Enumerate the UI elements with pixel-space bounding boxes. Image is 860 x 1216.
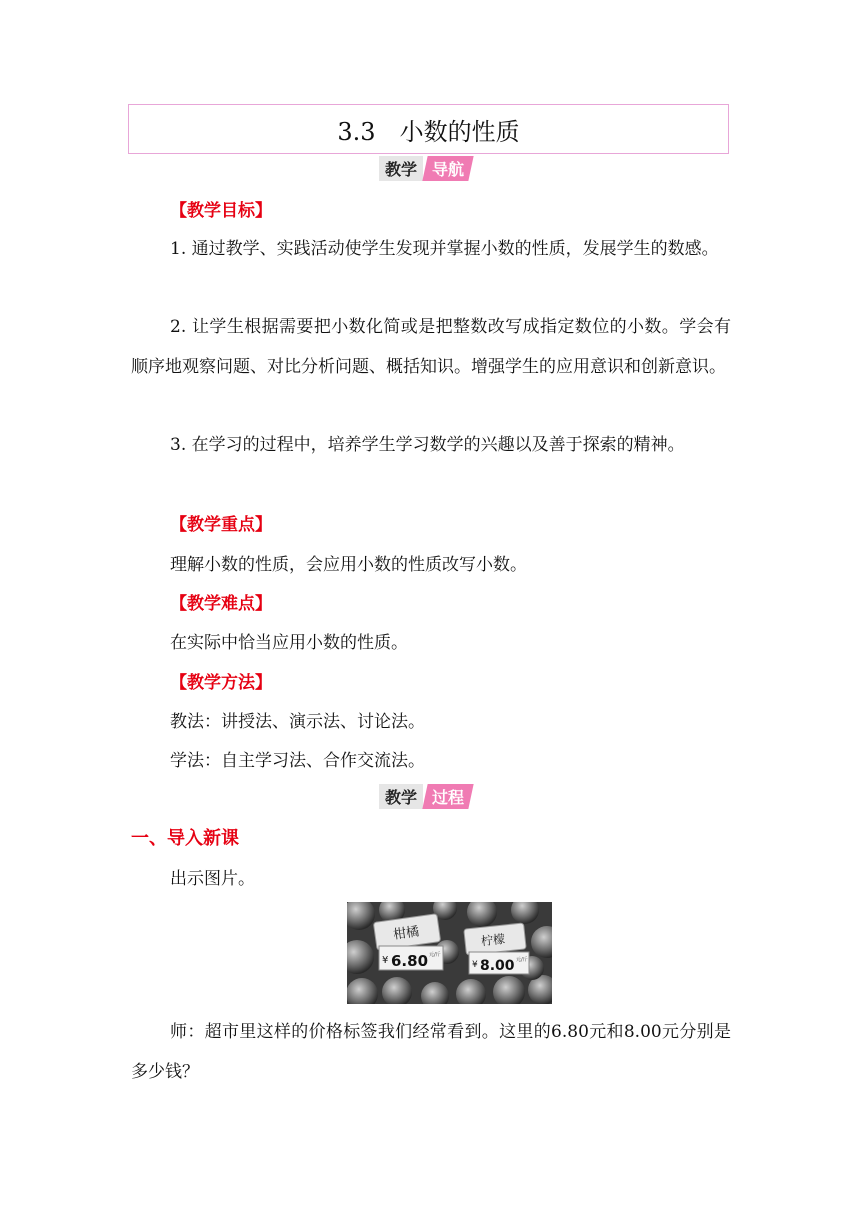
badge-left-text: 教学 bbox=[379, 156, 423, 181]
price-tags-photo bbox=[347, 902, 552, 1004]
badge-right-text: 导航 bbox=[432, 160, 465, 179]
badge-right-tag bbox=[422, 156, 473, 181]
page-title: 3.3 小数的性质 bbox=[128, 104, 729, 154]
sign-2-price: 8.00 bbox=[480, 958, 515, 974]
goals-heading: 【教学目标】 bbox=[170, 201, 272, 221]
goal-item-2: 2. 让学生根据需要把小数化简或是把整数改写成指定数位的小数。学会有顺序地观察问题、对比分析问题、概括知识。增强学生的应用意识和创新意识。 bbox=[131, 317, 731, 377]
learning-method-text: 学法：自主学习法、合作交流法。 bbox=[170, 751, 425, 771]
goal-item-1: 1. 通过教学、实践活动使学生发现并掌握小数的性质，发展学生的数感。 bbox=[170, 239, 719, 259]
goal-item-3: 3. 在学习的过程中，培养学生学习数学的兴趣以及善于探索的精神。 bbox=[170, 435, 685, 455]
sign-2-name: 柠檬 bbox=[480, 931, 506, 949]
key-points-heading: 【教学重点】 bbox=[170, 515, 272, 535]
teaching-process-badge bbox=[379, 784, 471, 809]
badge-right-text: 过程 bbox=[432, 788, 465, 807]
section-1-heading: 一、导入新课 bbox=[131, 828, 239, 849]
price-tags-illustration bbox=[347, 902, 552, 1004]
key-points-text: 理解小数的性质，会应用小数的性质改写小数。 bbox=[170, 555, 527, 575]
difficulties-text: 在实际中恰当应用小数的性质。 bbox=[170, 633, 408, 653]
sign-1-name: 柑橘 bbox=[392, 924, 421, 943]
teaching-nav-badge bbox=[379, 156, 471, 181]
methods-heading: 【教学方法】 bbox=[170, 673, 272, 693]
sign-1-price: 6.80 bbox=[391, 952, 429, 970]
difficulties-heading: 【教学难点】 bbox=[170, 594, 272, 614]
sign-1-unit: 元/斤 bbox=[429, 952, 441, 958]
sign-1-currency: ¥ bbox=[382, 955, 389, 966]
show-picture-text: 出示图片。 bbox=[170, 869, 255, 889]
sign-2-currency: ¥ bbox=[472, 960, 478, 970]
badge-right-tag bbox=[422, 784, 473, 809]
badge-left-text: 教学 bbox=[379, 784, 423, 809]
teaching-method-text: 教法：讲授法、演示法、讨论法。 bbox=[170, 712, 425, 732]
teacher-question: 师：超市里这样的价格标签我们经常看到。这里的6.80元和8.00元分别是多少钱？ bbox=[131, 1022, 731, 1082]
sign-2-unit: 元/斤 bbox=[516, 957, 528, 963]
